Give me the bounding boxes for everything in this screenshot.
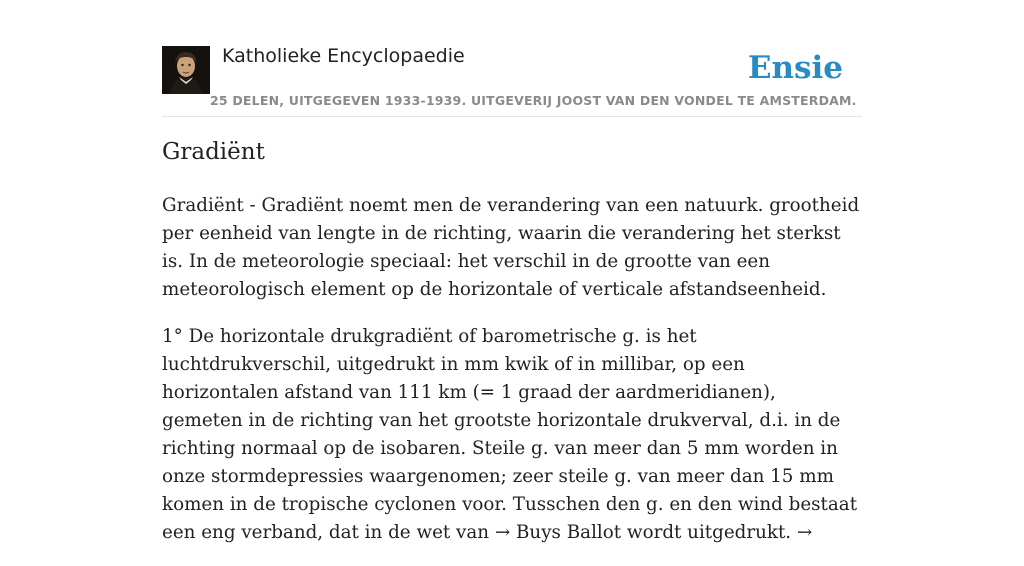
ensie-logo-link[interactable]: Ensie: [747, 50, 843, 86]
source-description: 25 DELEN, UITGEGEVEN 1933-1939. UITGEVERIJ JOOST VAN DEN VONDEL TE AMSTERDAM.: [210, 93, 857, 108]
portrait-icon: [162, 46, 210, 94]
source-avatar[interactable]: [162, 46, 210, 94]
source-header: [162, 0, 862, 117]
entry-paragraph: 1° De horizontale drukgradiënt of barometrische g. is het luchtdrukverschil, uitgedrukt in mm kwik of in millibar, op een horizontalen afstand van 111 km (= 1 graad der aardmeridianen), gemeten in de richting van het grootste horizontale drukverval, d.i. in de richting normaal op de isobaren. Steile g. van meer dan 5 mm worden in onze stormdepressies waargenomen; zeer steile g. van meer dan 15 mm komen in de tropische cyclonen voor. Tusschen den g. en den wind bestaat een eng verband, dat in de wet van → Buys Ballot wordt uitgedrukt. →: [162, 326, 858, 543]
entry-paragraph: Gradiënt - Gradiënt noemt men de verandering van een natuurk. grootheid per eenheid van lengte in de richting, waarin die verandering het sterkst is. In de meteorologie speciaal: het verschil in de grootte van een meteorologisch element op de horizontale of verticale afstandseenheid.: [162, 195, 860, 300]
source-title[interactable]: Katholieke Encyclopaedie: [222, 45, 465, 67]
entry-title: Gradiënt: [162, 139, 265, 165]
entry-body: [162, 192, 862, 566]
page-container: [162, 0, 862, 543]
